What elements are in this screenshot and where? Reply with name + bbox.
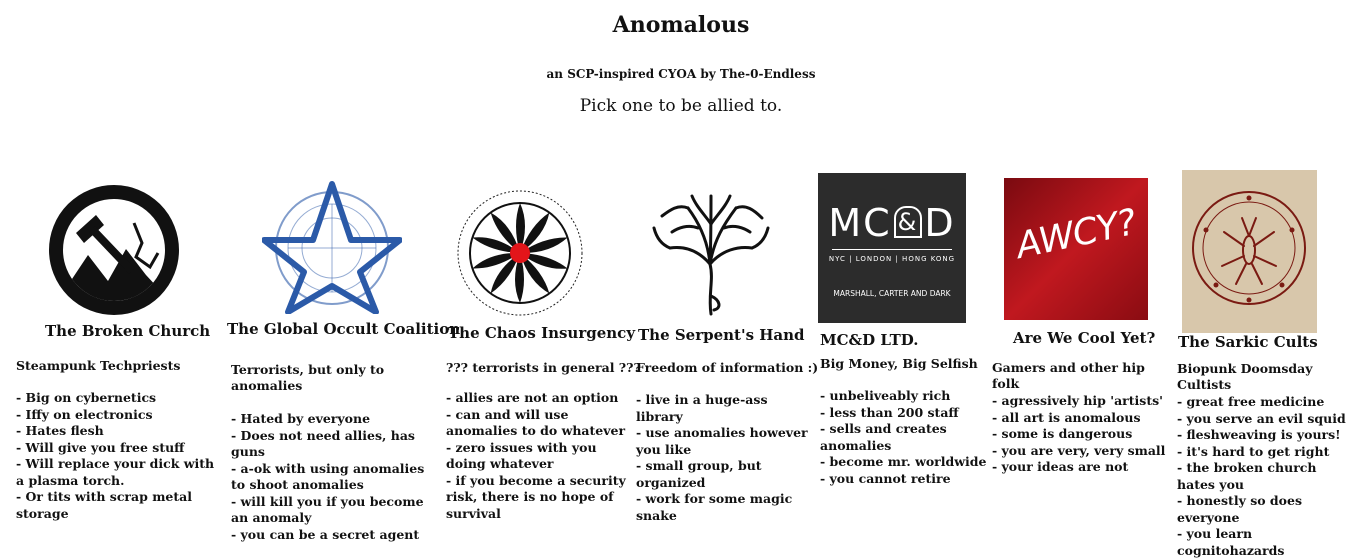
- faction-tagline: Gamers and other hip folk: [992, 360, 1145, 391]
- serpents-hand-logo[interactable]: [648, 184, 774, 318]
- list-item: - you can be a secret agent: [231, 527, 436, 544]
- faction-traits: [820, 388, 988, 487]
- page-title: Anomalous: [612, 12, 750, 38]
- faction-traits: [231, 411, 436, 543]
- list-item: - a-ok with using anomalies to shoot anomalies: [231, 461, 436, 494]
- list-item: - become mr. worldwide: [820, 454, 988, 471]
- faction-name: Are We Cool Yet?: [1013, 329, 1156, 347]
- faction-tagline: Freedom of information :): [636, 360, 819, 375]
- list-item: - live in a huge-ass library: [636, 392, 816, 425]
- faction-traits: [1177, 394, 1357, 559]
- faction-tagline: ??? terrorists in general ???: [446, 360, 641, 375]
- faction-traits: [446, 390, 628, 522]
- list-item: - Or tits with scrap metal storage: [16, 489, 216, 522]
- list-item: - use anomalies however you like: [636, 425, 816, 458]
- list-item: - you cannot retire: [820, 471, 988, 488]
- faction-name: The Global Occult Coalition: [227, 320, 461, 338]
- mcd-mark-right: D: [924, 201, 956, 245]
- goc-logo[interactable]: [262, 180, 402, 314]
- list-item: - great free medicine: [1177, 394, 1357, 411]
- list-item: - you serve an evil squid: [1177, 411, 1357, 428]
- mcd-mark-left: MC: [828, 201, 892, 245]
- faction-traits: [16, 390, 216, 522]
- faction-tagline: Terrorists, but only to anomalies: [231, 362, 385, 393]
- faction-name: MC&D LTD.: [820, 331, 919, 349]
- faction-name: The Sarkic Cults: [1178, 333, 1318, 351]
- faction-traits: [992, 393, 1167, 476]
- page-subtitle: an SCP-inspired CYOA by The-0-Endless: [546, 67, 816, 81]
- list-item: - it's hard to get right: [1177, 444, 1357, 461]
- list-item: - Does not need allies, has guns: [231, 428, 436, 461]
- list-item: - your ideas are not: [992, 459, 1167, 476]
- faction-tagline: Biopunk Doomsday Cultists: [1177, 361, 1313, 392]
- list-item: - some is dangerous: [992, 426, 1167, 443]
- sarkic-logo[interactable]: [1182, 170, 1317, 333]
- faction-traits: [636, 392, 816, 524]
- list-item: - can and will use anomalies to do whatever: [446, 407, 628, 440]
- list-item: - fleshweaving is yours!: [1177, 427, 1357, 444]
- list-item: - sells and creates anomalies: [820, 421, 988, 454]
- faction-name: The Chaos Insurgency: [448, 324, 636, 342]
- list-item: - allies are not an option: [446, 390, 628, 407]
- list-item: - agressively hip 'artists': [992, 393, 1167, 410]
- faction-tagline: Steampunk Techpriests: [16, 358, 181, 373]
- list-item: - if you become a security risk, there is no hope of survival: [446, 473, 628, 523]
- list-item: - Will give you free stuff: [16, 440, 216, 457]
- broken-church-logo[interactable]: [46, 183, 182, 317]
- faction-name: The Serpent's Hand: [638, 326, 805, 344]
- faction-name: The Broken Church: [45, 322, 211, 340]
- list-item: - small group, but organized: [636, 458, 816, 491]
- list-item: - work for some magic snake: [636, 491, 816, 524]
- awcy-logo[interactable]: [1004, 178, 1148, 320]
- list-item: - Will replace your dick with a plasma torch.: [16, 456, 216, 489]
- list-item: - you are very, very small: [992, 443, 1167, 460]
- list-item: - Big on cybernetics: [16, 390, 216, 407]
- mcd-mark-amp: &: [894, 206, 923, 238]
- mcd-logo[interactable]: [818, 173, 966, 323]
- list-item: - Hated by everyone: [231, 411, 436, 428]
- list-item: - Hates flesh: [16, 423, 216, 440]
- list-item: - unbeliveably rich: [820, 388, 988, 405]
- faction-tagline: Big Money, Big Selfish: [820, 356, 978, 371]
- list-item: - honestly so does everyone: [1177, 493, 1357, 526]
- mcd-cities: NYC | LONDON | HONG KONG: [828, 255, 956, 263]
- list-item: - the broken church hates you: [1177, 460, 1357, 493]
- list-item: - less than 200 staff: [820, 405, 988, 422]
- list-item: - will kill you if you become an anomaly: [231, 494, 436, 527]
- mcd-full-name: MARSHALL, CARTER AND DARK: [833, 289, 951, 298]
- list-item: - Iffy on electronics: [16, 407, 216, 424]
- awcy-mark: AWCY?: [1012, 201, 1140, 268]
- list-item: - you learn cognitohazards: [1177, 526, 1357, 559]
- page-prompt: Pick one to be allied to.: [579, 96, 783, 116]
- list-item: - zero issues with you doing whatever: [446, 440, 628, 473]
- chaos-insurgency-logo[interactable]: [450, 185, 590, 321]
- list-item: - all art is anomalous: [992, 410, 1167, 427]
